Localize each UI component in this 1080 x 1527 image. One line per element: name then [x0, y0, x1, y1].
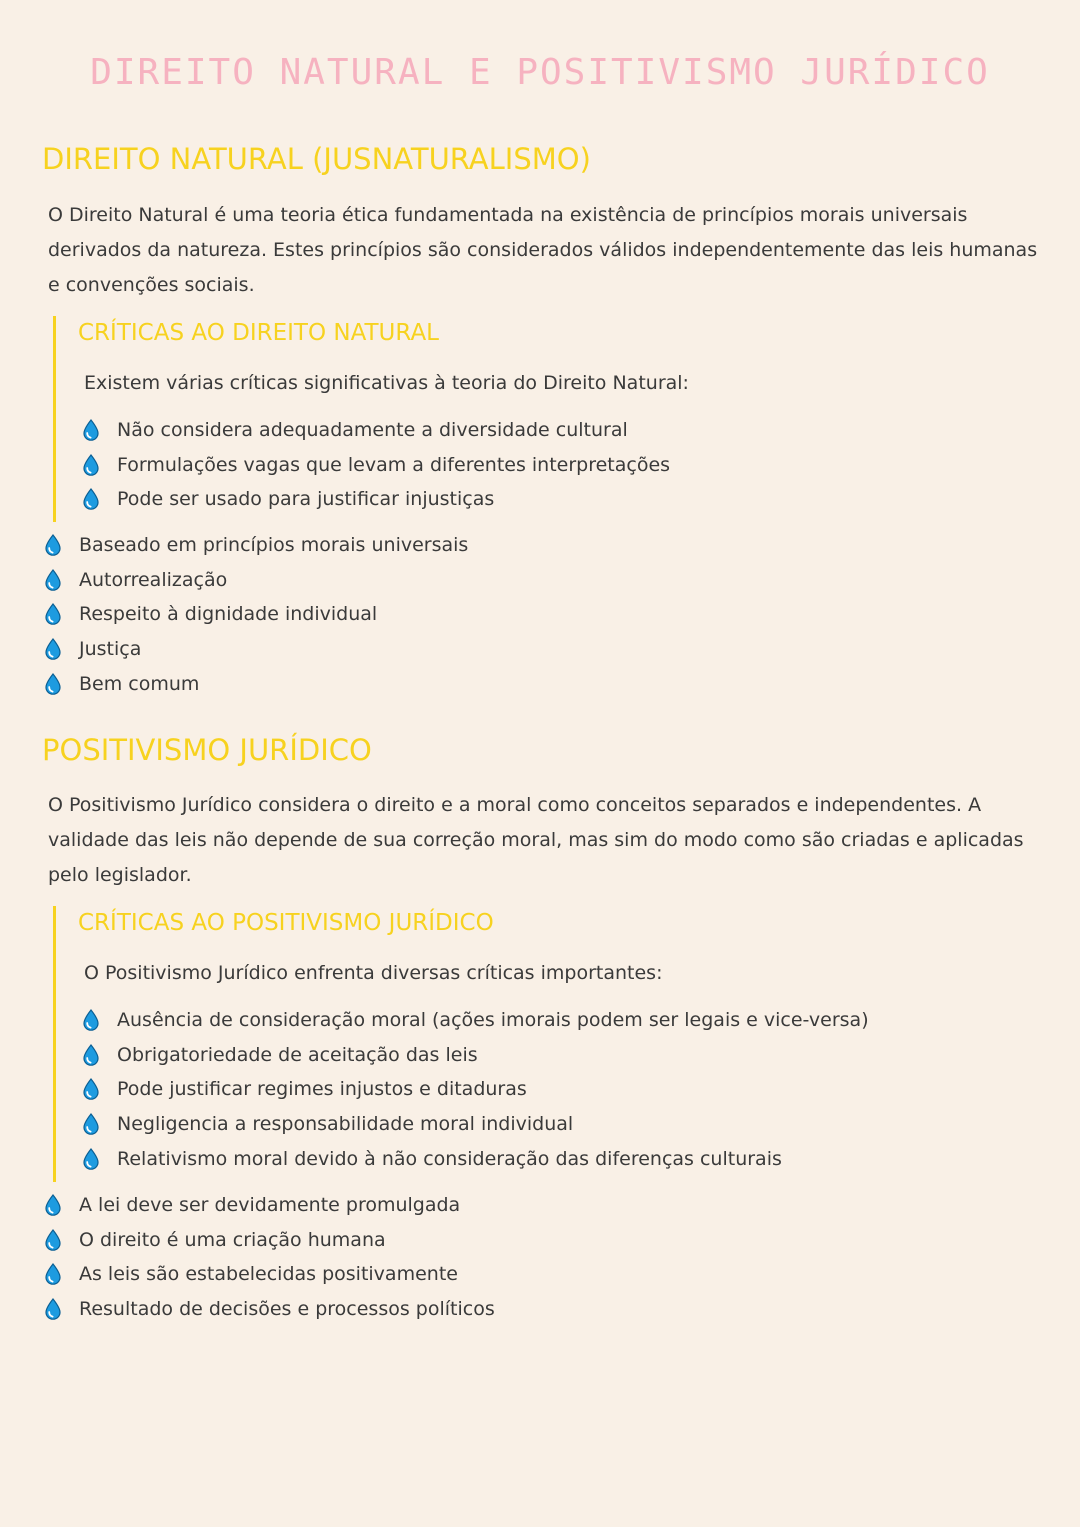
positivism-critiques-heading: CRÍTICAS AO POSITIVISMO JURÍDICO: [78, 910, 494, 936]
list-item-text: Baseado em princípios morais universais: [79, 534, 469, 557]
natural-features-list: [44, 528, 468, 701]
water-drop-icon: [82, 419, 100, 441]
water-drop-icon: [82, 1009, 100, 1031]
list-item: [44, 1188, 495, 1223]
list-item: [82, 1141, 869, 1176]
list-item: [44, 1223, 495, 1258]
list-item-text: Resultado de decisões e processos políticos: [79, 1298, 495, 1321]
list-item: [82, 413, 670, 448]
list-item: [82, 482, 670, 517]
list-item: [82, 448, 670, 483]
list-item: [44, 1292, 495, 1327]
water-drop-icon: [82, 1078, 100, 1100]
page-title: DIREITO NATURAL E POSITIVISMO JURÍDICO: [90, 52, 990, 93]
positivism-critiques-callout: [53, 906, 869, 1182]
section-heading-positivism: POSITIVISMO JURÍDICO: [42, 733, 372, 767]
list-item-text: Pode ser usado para justificar injustiças: [117, 488, 495, 511]
water-drop-icon: [82, 488, 100, 510]
list-item-text: Não considera adequadamente a diversidade cultural: [117, 419, 628, 442]
list-item-text: Bem comum: [79, 672, 200, 695]
natural-critiques-heading: CRÍTICAS AO DIREITO NATURAL: [78, 320, 439, 346]
section-heading-natural: DIREITO NATURAL (JUSNATURALISMO): [42, 142, 591, 176]
water-drop-icon: [44, 1229, 62, 1251]
positivism-critiques-intro: O Positivismo Jurídico enfrenta diversas críticas importantes:: [84, 962, 663, 984]
water-drop-icon: [82, 1113, 100, 1135]
water-drop-icon: [44, 603, 62, 625]
list-item-text: Relativismo moral devido à não consideração das diferenças culturais: [117, 1147, 782, 1170]
list-item: [44, 666, 468, 701]
list-item: [44, 632, 468, 667]
list-item: [44, 563, 468, 598]
list-item-text: As leis são estabelecidas positivamente: [79, 1263, 458, 1286]
natural-critiques-callout: [53, 316, 689, 522]
natural-paragraph: O Direito Natural é uma teoria ética fundamentada na existência de princípios morais universais derivados da natureza. Estes princípios são considerados válidos independentemente das leis humanas e convenções sociais.: [48, 204, 1038, 296]
water-drop-icon: [44, 638, 62, 660]
list-item-text: Ausência de consideração moral (ações imorais podem ser legais e vice-versa): [117, 1009, 869, 1032]
water-drop-icon: [82, 454, 100, 476]
list-item-text: Obrigatoriedade de aceitação das leis: [117, 1043, 478, 1066]
list-item: [82, 1038, 869, 1073]
water-drop-icon: [44, 1194, 62, 1216]
positivism-features-list: [44, 1188, 495, 1326]
water-drop-icon: [44, 569, 62, 591]
water-drop-icon: [82, 1044, 100, 1066]
list-item-text: Formulações vagas que levam a diferentes interpretações: [117, 453, 671, 476]
positivism-paragraph: O Positivismo Jurídico considera o direito e a moral como conceitos separados e independentes. A validade das leis não depende de sua correção moral, mas sim do modo como são criadas e aplicadas pelo legislador.: [48, 794, 1024, 886]
list-item: [44, 597, 468, 632]
water-drop-icon: [44, 1298, 62, 1320]
list-item: [82, 1003, 869, 1038]
list-item: [44, 1257, 495, 1292]
water-drop-icon: [82, 1148, 100, 1170]
list-item-text: Respeito à dignidade individual: [79, 603, 378, 626]
list-item: [82, 1107, 869, 1142]
list-item-text: O direito é uma criação humana: [79, 1228, 386, 1251]
list-item-text: Pode justificar regimes injustos e ditaduras: [117, 1078, 527, 1101]
list-item: [82, 1072, 869, 1107]
list-item: [44, 528, 468, 563]
positivism-critiques-list: [82, 1003, 869, 1176]
list-item-text: Justiça: [79, 638, 142, 661]
water-drop-icon: [44, 534, 62, 556]
list-item-text: A lei deve ser devidamente promulgada: [79, 1194, 461, 1217]
list-item-text: Autorrealização: [79, 568, 228, 591]
natural-critiques-list: [82, 413, 670, 517]
list-item-text: Negligencia a responsabilidade moral individual: [117, 1113, 574, 1136]
water-drop-icon: [44, 1263, 62, 1285]
natural-critiques-intro: Existem várias críticas significativas à teoria do Direito Natural:: [84, 372, 689, 394]
water-drop-icon: [44, 673, 62, 695]
